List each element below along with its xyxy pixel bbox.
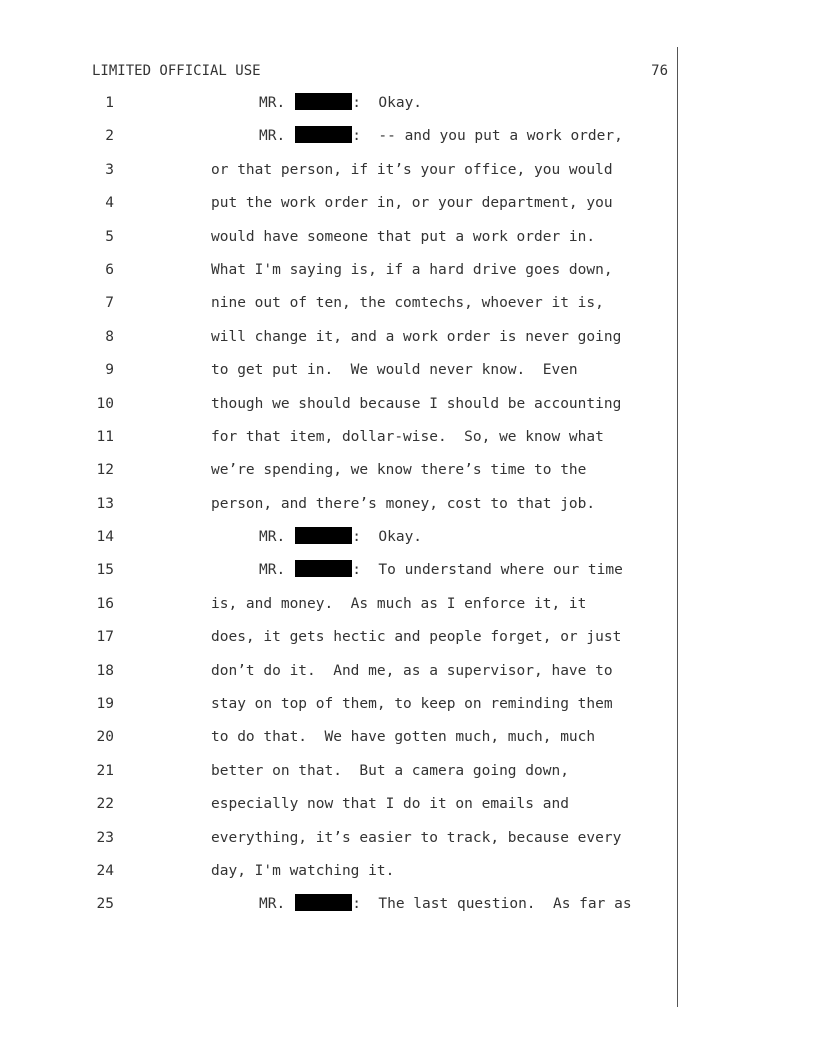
redaction-block [295, 527, 352, 544]
transcript-line [0, 92, 700, 125]
line-text: we’re spending, we know there’s time to the [211, 462, 587, 479]
line-number: 17 [96, 629, 114, 646]
line-number: 1 [105, 95, 114, 111]
line-text: to get put in. We would never know. Even [211, 362, 578, 379]
line-number: 8 [105, 328, 114, 345]
line-text: will change it, and a work order is never going [211, 328, 622, 345]
redaction-block [295, 560, 352, 577]
line-text: better on that. But a camera going down, [211, 762, 569, 779]
line-number: 6 [105, 261, 114, 278]
line-number: 16 [96, 595, 114, 612]
transcript-line [0, 192, 700, 225]
line-text: don’t do it. And me, as a supervisor, have to [211, 662, 613, 679]
line-text: to do that. We have gotten much, much, much [211, 729, 596, 746]
speaker-prefix: MR. [259, 896, 286, 913]
transcript-line [0, 393, 700, 426]
transcript-line [0, 159, 700, 192]
line-number: 20 [96, 729, 114, 746]
line-text: would have someone that put a work order in. [211, 228, 596, 245]
transcript-line [0, 860, 700, 893]
line-text: especially now that I do it on emails and [211, 796, 569, 813]
line-number: 11 [96, 428, 114, 445]
line-text: everything, it’s easier to track, because every [211, 829, 622, 846]
line-number: 2 [105, 128, 114, 145]
transcript-line [0, 493, 700, 526]
speaker-prefix: MR. [259, 562, 286, 579]
line-text: though we should because I should be accounting [211, 395, 622, 412]
transcript-line [0, 426, 700, 459]
speaker-text: : The last question. As far as [352, 896, 632, 913]
speaker-text: : -- and you put a work order, [352, 128, 623, 145]
line-number: 7 [105, 295, 114, 312]
line-text [259, 125, 623, 147]
line-number: 21 [96, 762, 114, 779]
line-number: 15 [96, 562, 114, 579]
transcript-line [0, 559, 700, 592]
line-number: 3 [105, 161, 114, 178]
line-number: 5 [105, 228, 114, 245]
transcript-line [0, 459, 700, 492]
redaction-block [295, 126, 352, 143]
transcript-line [0, 292, 700, 325]
transcript-line [0, 660, 700, 693]
transcript-line [0, 226, 700, 259]
speaker-prefix: MR. [259, 529, 286, 546]
line-number: 23 [96, 829, 114, 846]
line-number: 25 [96, 896, 114, 913]
transcript-line [0, 259, 700, 292]
page-header [92, 61, 668, 81]
speaker-prefix: MR. [259, 95, 286, 111]
transcript-line [0, 726, 700, 759]
transcript-line [0, 693, 700, 726]
line-number: 19 [96, 696, 114, 713]
line-text: person, and there’s money, cost to that job. [211, 495, 596, 512]
transcript-line [0, 626, 700, 659]
line-number: 22 [96, 796, 114, 813]
speaker-text: : Okay. [352, 529, 423, 546]
transcript-line [0, 526, 700, 559]
transcript-lines [0, 92, 700, 927]
transcript-line [0, 827, 700, 860]
line-text: or that person, if it’s your office, you would [211, 161, 613, 178]
line-number: 14 [96, 529, 114, 546]
line-number: 24 [96, 862, 114, 879]
transcript-line [0, 760, 700, 793]
line-text: is, and money. As much as I enforce it, it [211, 595, 587, 612]
transcript-line [0, 125, 700, 158]
line-text: does, it gets hectic and people forget, or just [211, 629, 622, 646]
speaker-prefix: MR. [259, 128, 286, 145]
line-text: day, I'm watching it. [211, 862, 395, 879]
line-number: 9 [105, 362, 114, 379]
line-number: 4 [105, 195, 114, 212]
line-text: stay on top of them, to keep on reminding them [211, 696, 613, 713]
line-number: 13 [96, 495, 114, 512]
line-text [259, 526, 422, 548]
line-text: for that item, dollar-wise. So, we know what [211, 428, 604, 445]
line-text: put the work order in, or your department, you [211, 195, 613, 212]
speaker-text: : To understand where our time [352, 562, 623, 579]
transcript-line [0, 793, 700, 826]
redaction-block [295, 93, 352, 110]
line-number: 12 [96, 462, 114, 479]
line-text: What I'm saying is, if a hard drive goes down, [211, 261, 613, 278]
line-number: 18 [96, 662, 114, 679]
transcript-line [0, 893, 700, 926]
transcript-line [0, 593, 700, 626]
classification-label: LIMITED OFFICIAL USE [92, 63, 261, 79]
transcript-line [0, 359, 700, 392]
line-text: nine out of ten, the comtechs, whoever it is, [211, 295, 604, 312]
transcript-line [0, 326, 700, 359]
page-number: 76 [651, 63, 668, 79]
line-text [259, 893, 632, 915]
speaker-text: : Okay. [352, 95, 423, 111]
line-text [259, 92, 422, 114]
line-number: 10 [96, 395, 114, 412]
redaction-block [295, 894, 352, 911]
line-text [259, 559, 623, 581]
